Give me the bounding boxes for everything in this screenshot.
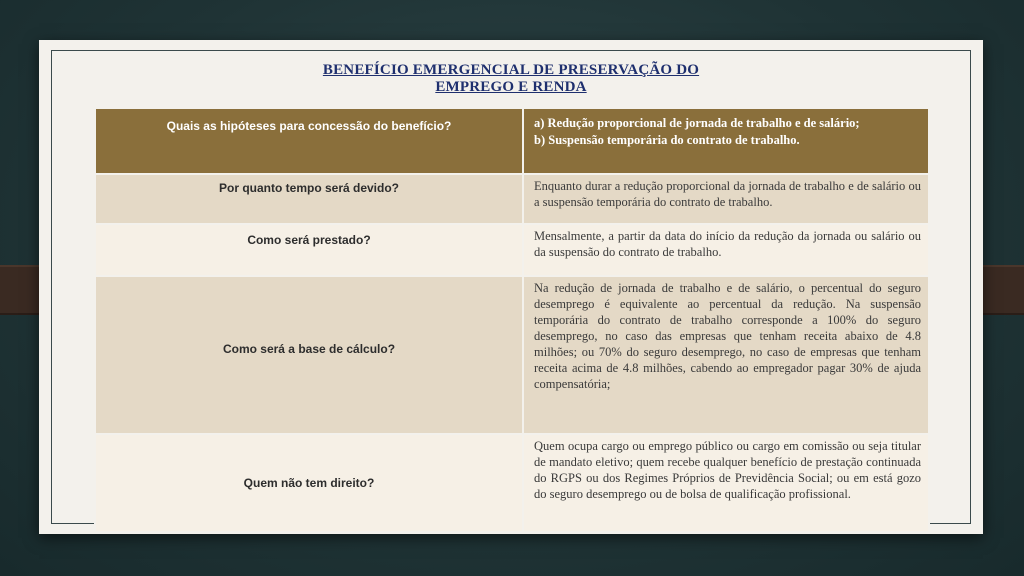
answer-line-1: a) Redução proporcional de jornada de trabalho e de salário; bbox=[534, 116, 860, 130]
table-row bbox=[95, 108, 929, 174]
table-row bbox=[95, 276, 929, 434]
benefit-table bbox=[94, 107, 930, 533]
slide-title bbox=[39, 62, 983, 96]
question-cell: Quem não tem direito? bbox=[95, 434, 523, 532]
answer-cell: Na redução de jornada de trabalho e de salário, o percentual do seguro desemprego é equivalente ao percentual da redução. Na suspensão temporária do contrato de trabalho corresponde a 100% do seguro desemprego, no caso das empresas que tenham receita abaixo de 4.8 milhões; ou 70% do seguro desemprego, no caso de empresas que tenham receita acima de 4.8 milhões, cabendo ao empregador pagar 30% de ajuda compensatória; bbox=[523, 276, 929, 434]
question-cell: Como será prestado? bbox=[95, 224, 523, 276]
answer-cell: Enquanto durar a redução proporcional da jornada de trabalho e de salário ou a suspensão temporária do contrato de trabalho. bbox=[523, 174, 929, 224]
question-cell: Por quanto tempo será devido? bbox=[95, 174, 523, 224]
answer-cell: Quem ocupa cargo ou emprego público ou cargo em comissão ou seja titular de mandato eletivo; quem recebe qualquer benefício de prestação continuada do RGPS ou dos Regimes Próprios de Previdência Social; ou em está gozo do seguro desemprego ou de bolsa de qualificação profissional. bbox=[523, 434, 929, 532]
title-line-2: EMPREGO E RENDA bbox=[435, 79, 587, 95]
title-line-1: BENEFÍCIO EMERGENCIAL DE PRESERVAÇÃO DO bbox=[322, 62, 700, 78]
answer-line-2: b) Suspensão temporária do contrato de trabalho. bbox=[534, 133, 800, 147]
question-cell: Como será a base de cálculo? bbox=[95, 276, 523, 434]
question-cell: Quais as hipóteses para concessão do benefício? bbox=[95, 108, 523, 174]
answer-cell: Mensalmente, a partir da data do início da redução da jornada ou salário ou da suspensão do contrato de trabalho. bbox=[523, 224, 929, 276]
slide bbox=[39, 40, 983, 534]
table-row bbox=[95, 224, 929, 276]
answer-cell bbox=[523, 108, 929, 174]
table-row bbox=[95, 434, 929, 532]
table-row bbox=[95, 174, 929, 224]
